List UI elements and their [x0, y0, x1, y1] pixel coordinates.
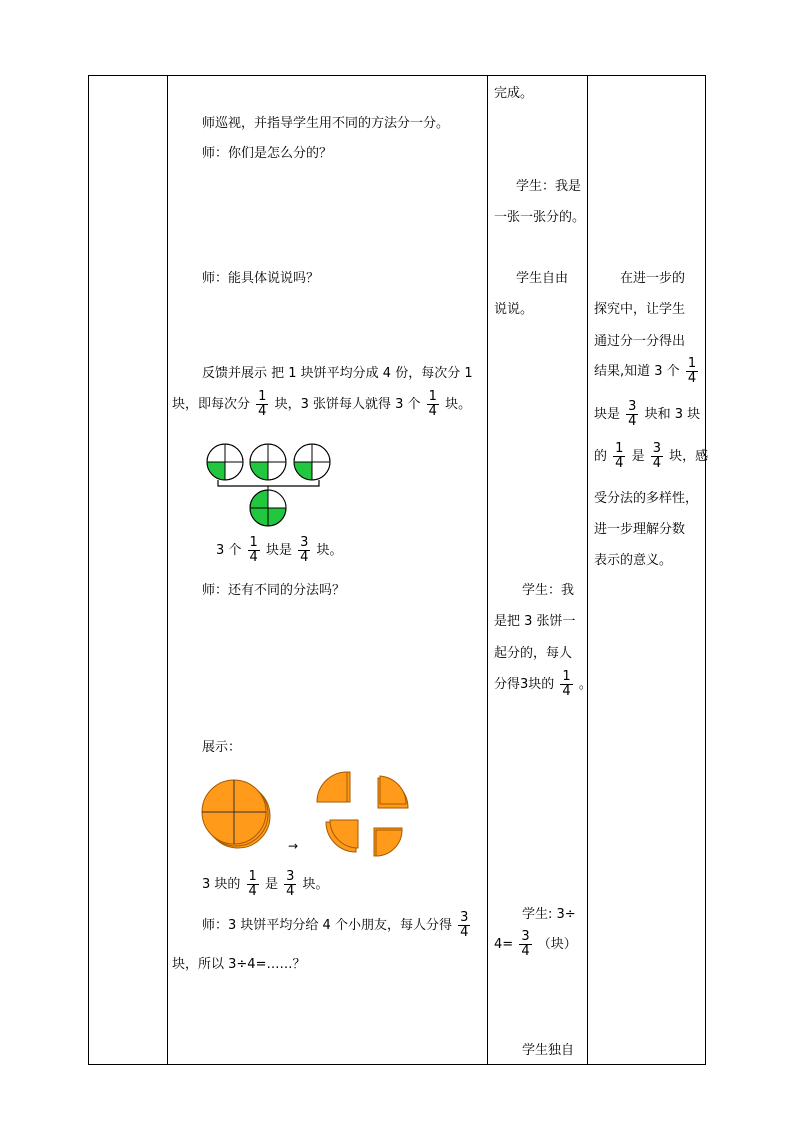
intent-text: 的 $\frac{1}{4}$ 是 $\frac{3}{4}$ 块，感	[594, 441, 709, 471]
fraction-one-quarter: $\frac{1}{4}$	[687, 356, 697, 386]
text-fragment: 块，即每次分	[172, 397, 251, 412]
text-line: 3 块的 $\frac{1}{4}$ 是 $\frac{3}{4}$ 块。	[202, 869, 329, 899]
text-line: 反馈并展示 把 1 块饼平均分成 4 份，每次分 1	[202, 366, 473, 381]
intent-text: 受分法的多样性，	[594, 491, 699, 506]
intent-text: 表示的意义。	[594, 553, 673, 568]
quarter-circle-icon	[250, 444, 286, 480]
intent-text: 探究中，让学生	[594, 302, 686, 317]
orange-cakes-figure	[200, 770, 415, 860]
text-line: 师：还有不同的分法吗？	[202, 583, 346, 598]
column-divider	[167, 75, 168, 1065]
text-fragment: 块，3 张饼每人就得 3 个	[274, 397, 421, 412]
student-text: 学生: 3÷	[522, 907, 576, 922]
text-line: 展示：	[202, 740, 242, 755]
column-divider	[587, 75, 588, 1065]
quarter-circle-icon	[294, 444, 330, 480]
student-text: 学生：我	[522, 583, 575, 598]
text-line: 师：你们是怎么分的？	[202, 146, 333, 161]
student-text: 起分的，每人	[494, 646, 573, 661]
student-text: 说说。	[494, 302, 534, 317]
three-quarter-circle-icon	[250, 490, 286, 526]
fraction-three-quarters: $\frac{3}{4}$	[628, 399, 637, 429]
text-fragment: 块。	[445, 397, 472, 412]
fraction-one-quarter: $\frac{1}{4}$	[249, 535, 258, 565]
fraction-one-quarter: $\frac{1}{4}$	[562, 669, 571, 699]
quarter-piece-icon	[326, 820, 358, 852]
student-text: 分得3块的 $\frac{1}{4}$ 。	[494, 669, 592, 699]
quarter-piece-icon	[317, 772, 350, 802]
text-line: 师：3 块饼平均分给 4 个小朋友，每人分得 $\frac{3}{4}$	[202, 910, 469, 940]
fraction-three-quarters: $\frac{3}{4}$	[286, 869, 295, 899]
student-text: 完成。	[494, 86, 534, 101]
fraction-three-quarters: $\frac{3}{4}$	[652, 441, 662, 471]
fraction-one-quarter: $\frac{1}{4}$	[258, 389, 267, 419]
text-line: 3 个 $\frac{1}{4}$ 块是 $\frac{3}{4}$ 块。	[216, 535, 343, 565]
fraction-three-quarters: $\frac{3}{4}$	[521, 929, 530, 959]
text-line	[172, 390, 471, 419]
fraction-one-quarter: $\frac{1}{4}$	[428, 389, 437, 419]
student-text: 学生：我是	[516, 179, 582, 194]
quarter-circle-icon	[207, 444, 243, 480]
student-text: 4= $\frac{3}{4}$ （块）	[494, 929, 577, 959]
fraction-one-quarter: $\frac{1}{4}$	[615, 441, 624, 471]
column-divider	[487, 75, 488, 1065]
text-line: 师巡视，并指导学生用不同的方法分一分。	[202, 116, 450, 131]
text-line: 块，所以 3÷4=……？	[172, 957, 306, 972]
fraction-three-quarters: $\frac{3}{4}$	[300, 535, 309, 565]
fraction-one-quarter: $\frac{1}{4}$	[248, 869, 257, 899]
orange-disc-icon	[202, 780, 270, 848]
intent-text: 在进一步的	[620, 271, 686, 286]
quarter-piece-icon	[374, 828, 402, 856]
fraction-three-quarters: $\frac{3}{4}$	[460, 910, 469, 940]
arrow-icon: →	[288, 839, 299, 853]
text-line: 师：能具体说说吗？	[202, 271, 320, 286]
student-text: 学生自由	[516, 271, 569, 286]
intent-text: 通过分一分得出	[594, 334, 686, 349]
quarter-circles-figure	[200, 438, 335, 530]
intent-text: 块是 $\frac{3}{4}$ 块和 3 块	[594, 399, 701, 429]
student-text: 学生独自	[522, 1043, 575, 1058]
intent-text: 结果,知道 3 个 $\frac{1}{4}$	[594, 356, 697, 386]
student-text: 是把 3 张饼一	[494, 614, 576, 629]
intent-text: 进一步理解分数	[594, 522, 686, 537]
quarter-piece-icon	[378, 776, 408, 808]
student-text: 一张一张分的。	[494, 210, 586, 225]
